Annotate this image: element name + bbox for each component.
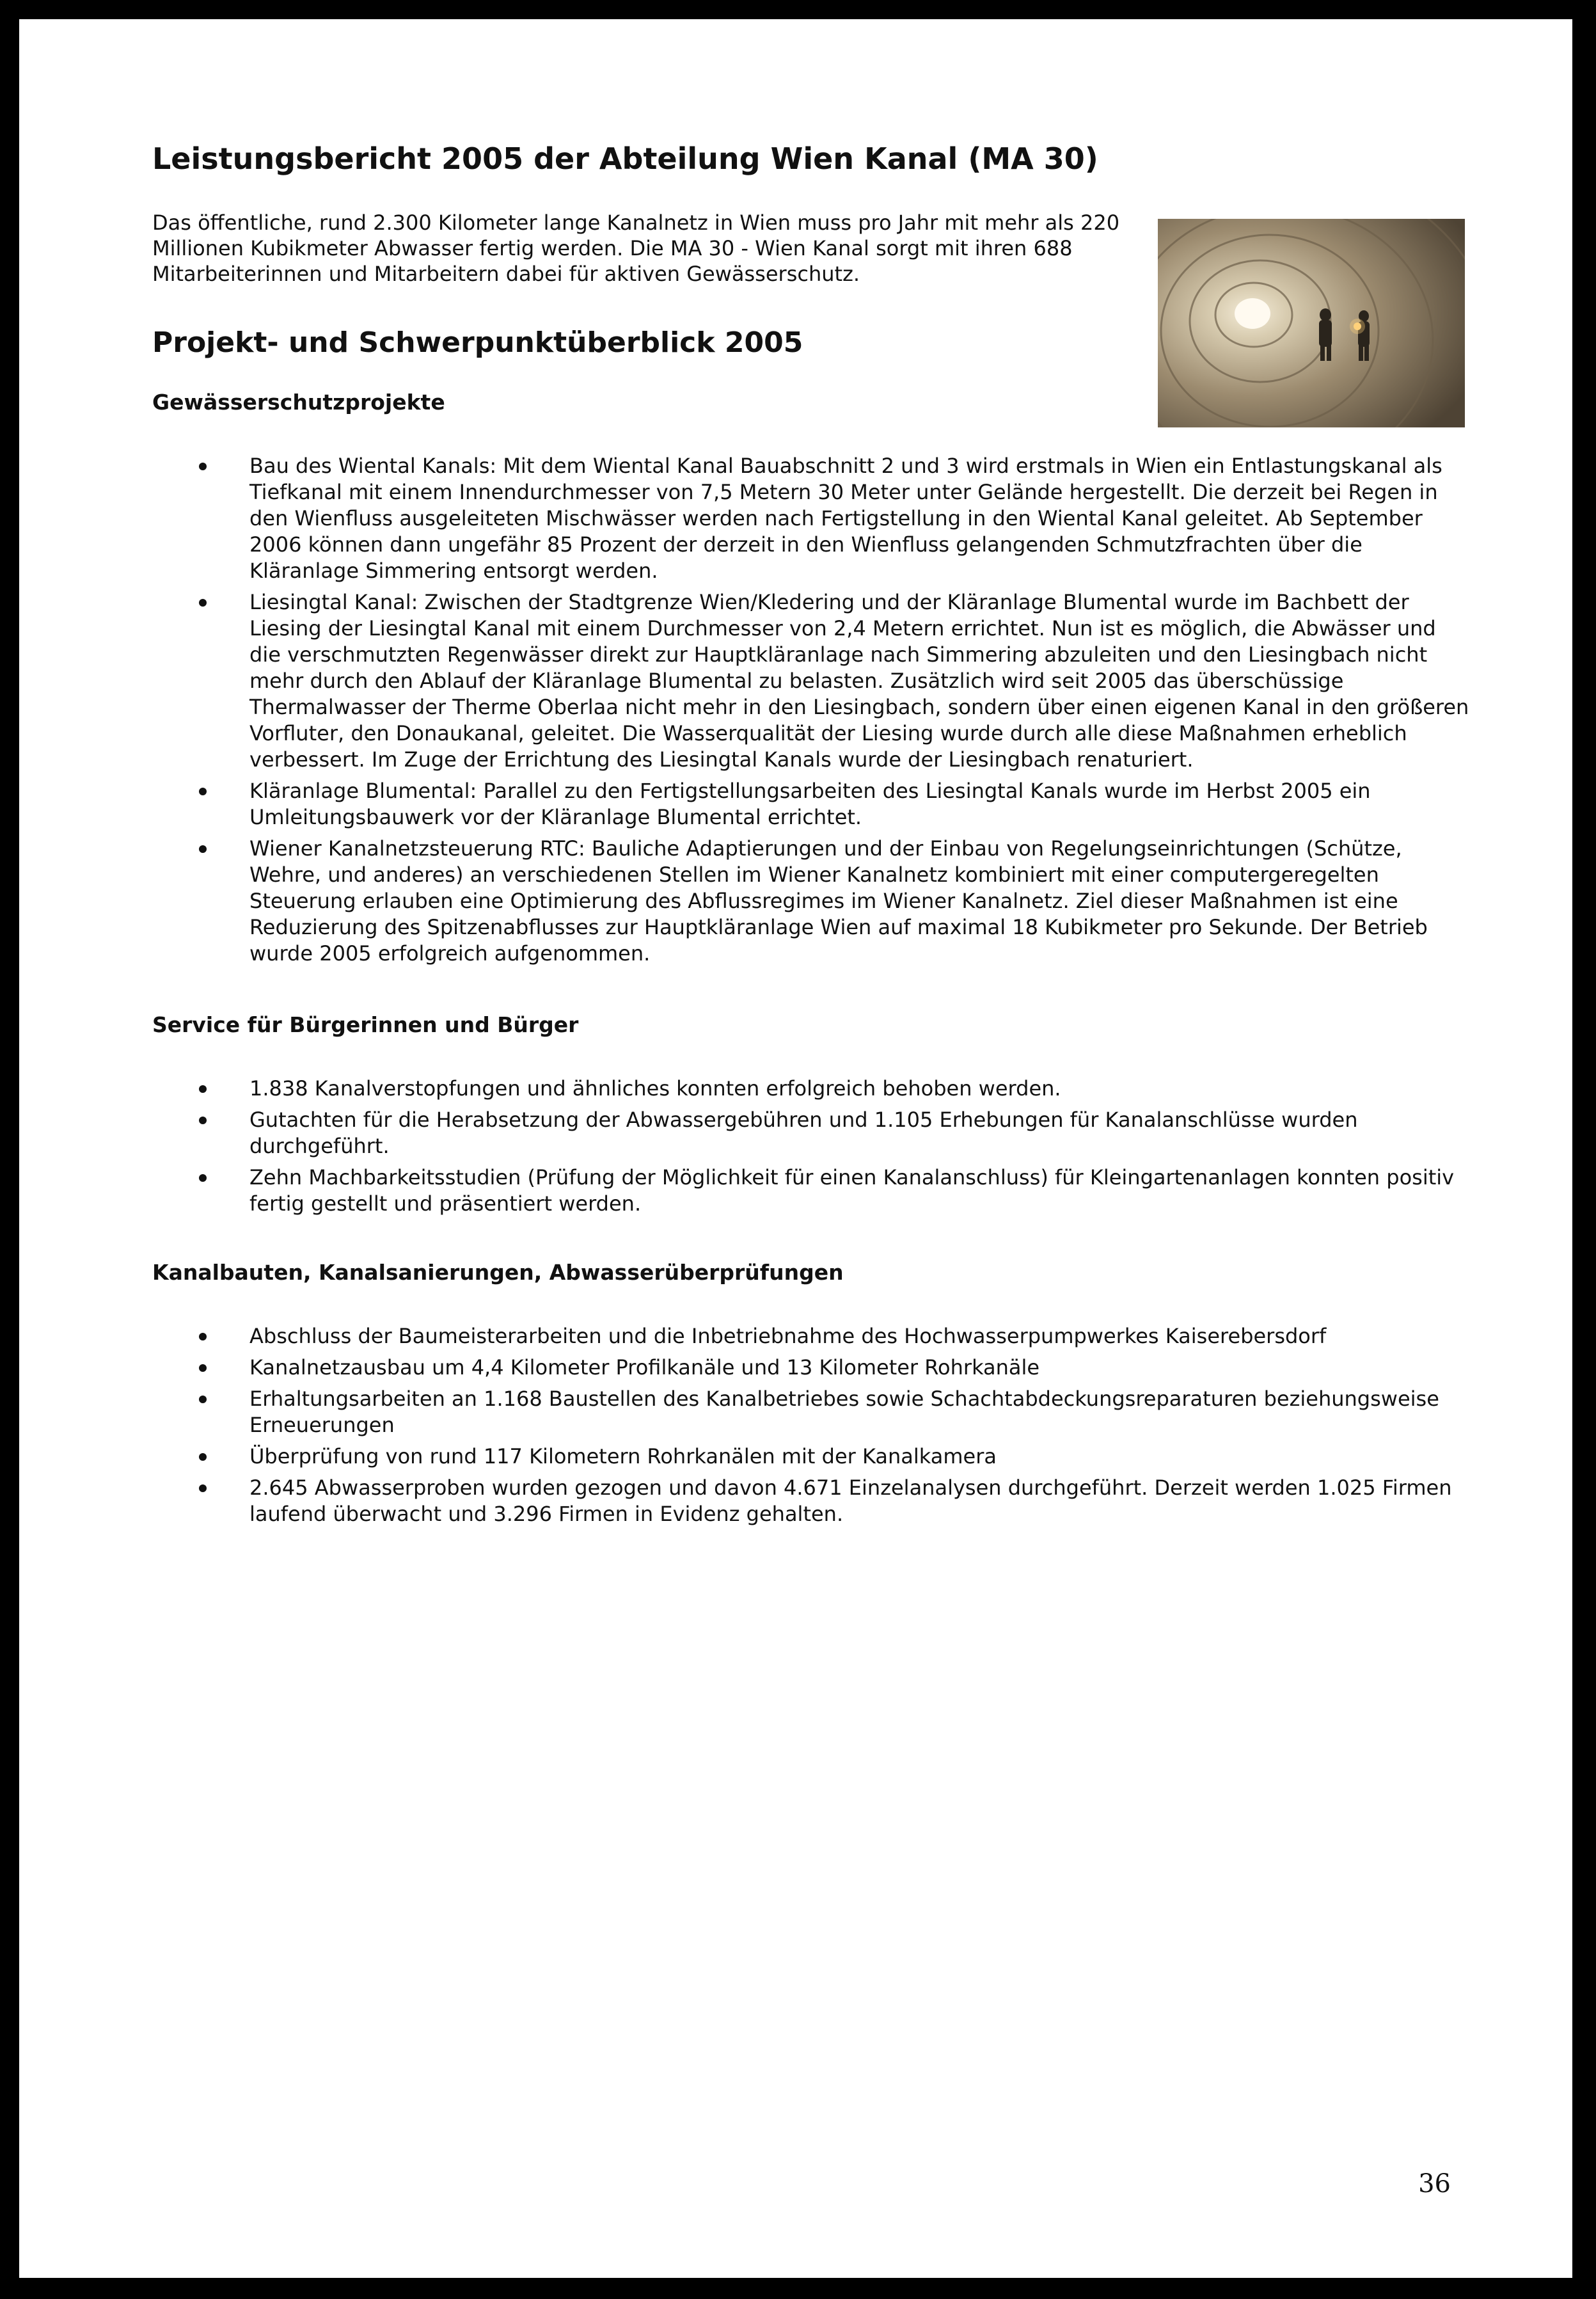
list-item: 2.645 Abwasserproben wurden gezogen und davon 4.671 Einzelanalysen durchgeführt. Derzeit werden 1.025 Firmen laufend überwacht und 3.296 Firmen in Evidenz gehalten.	[152, 1475, 1470, 1527]
list-item: Kläranlage Blumental: Parallel zu den Fertigstellungsarbeiten des Liesingtal Kanals wurde im Herbst 2005 ein Umleitungsbauwerk vor der Kläranlage Blumental errichtet.	[152, 778, 1470, 831]
list-kanalbauten	[152, 1323, 1470, 1527]
list-item: Kanalnetzausbau um 4,4 Kilometer Profilkanäle und 13 Kilometer Rohrkanäle	[152, 1355, 1470, 1381]
intro-paragraph: Das öffentliche, rund 2.300 Kilometer lange Kanalnetz in Wien muss pro Jahr mit mehr als 220 Millionen Kubikmeter Abwasser fertig werden. Die MA 30 - Wien Kanal sorgt mit ihren 688 Mitarbeiterinnen und Mitarbeitern dabei für aktiven Gewässerschutz.	[152, 211, 1120, 286]
bullet-icon	[199, 599, 207, 607]
bullet-icon	[199, 1396, 207, 1403]
section-heading-kanalbauten: Kanalbauten, Kanalsanierungen, Abwasserüberprüfungen	[152, 1260, 844, 1285]
document-page	[19, 19, 1572, 2278]
bullet-icon	[199, 463, 207, 470]
list-item: Gutachten für die Herabsetzung der Abwassergebühren und 1.105 Erhebungen für Kanalanschlüsse wurden durchgeführt.	[152, 1107, 1470, 1159]
list-gewaesserschutz	[152, 453, 1470, 967]
bullet-icon	[199, 845, 207, 853]
bullet-icon	[199, 1085, 207, 1093]
report-title: Leistungsbericht 2005 der Abteilung Wien Kanal (MA 30)	[152, 141, 1098, 176]
page-number: 36	[1418, 2169, 1451, 2199]
list-item: Liesingtal Kanal: Zwischen der Stadtgrenze Wien/Kledering und der Kläranlage Blumental wurde im Bachbett der Liesing der Liesingtal Kanal mit einem Durchmesser von 2,4 Metern errichtet. Nun ist es möglich, die Abwässer und die verschmutzten Regenwässer direkt zur Hauptkläranlage nach Simmering abzuleiten und den Liesingbach nicht mehr durch den Ablauf der Kläranlage Blumental zu belasten. Zusätzlich wird seit 2005 das überschüssige Thermalwasser der Therme Oberlaa nicht mehr in den Liesingbach, sondern über einen eigenen Kanal in den größeren Vorfluter, den Donaukanal, geleitet. Die Wasserqualität der Liesing wurde durch alle diese Maßnahmen erheblich verbessert. Im Zuge der Errichtung des Liesingtal Kanals wurde der Liesingbach renaturiert.	[152, 589, 1470, 773]
list-item: Wiener Kanalnetzsteuerung RTC: Bauliche Adaptierungen und der Einbau von Regelungseinrichtungen (Schütze, Wehre, und anderes) an verschiedenen Stellen im Wiener Kanalnetz kombiniert mit einer computergeregelten Steuerung erlauben eine Optimierung des Abflussregimes im Wiener Kanalnetz. Ziel dieser Maßnahmen ist eine Reduzierung des Spitzenabflusses zur Hauptkläranlage Wien auf maximal 18 Kubikmeter pro Sekunde. Der Betrieb wurde 2005 erfolgreich aufgenommen.	[152, 836, 1470, 967]
bullet-icon	[199, 1364, 207, 1372]
list-item: 1.838 Kanalverstopfungen und ähnliches konnten erfolgreich behoben werden.	[152, 1076, 1470, 1102]
bullet-icon	[199, 1117, 207, 1124]
bullet-icon	[199, 1484, 207, 1492]
list-item: Abschluss der Baumeisterarbeiten und die Inbetriebnahme des Hochwasserpumpwerkes Kaiserebersdorf	[152, 1323, 1470, 1349]
list-item: Zehn Machbarkeitsstudien (Prüfung der Möglichkeit für einen Kanalanschluss) für Kleingartenanlagen konnten positiv fertig gestellt und präsentiert werden.	[152, 1165, 1470, 1217]
list-item: Überprüfung von rund 117 Kilometern Rohrkanälen mit der Kanalkamera	[152, 1444, 1470, 1470]
section-heading-gewaesserschutz: Gewässerschutzprojekte	[152, 390, 445, 415]
bullet-icon	[199, 1174, 207, 1182]
section-heading-service: Service für Bürgerinnen und Bürger	[152, 1012, 579, 1037]
bullet-icon	[199, 1453, 207, 1461]
list-item: Bau des Wiental Kanals: Mit dem Wiental Kanal Bauabschnitt 2 und 3 wird erstmals in Wien ein Entlastungskanal als Tiefkanal mit einem Innendurchmesser von 7,5 Metern 30 Meter unter Gelände hergestellt. Die derzeit bei Regen in den Wienfluss ausgeleiteten Mischwässer werden nach Fertigstellung in den Wiental Kanal geleitet. Ab September 2006 können dann ungefähr 85 Prozent der derzeit in den Wienfluss gelangenden Schmutzfrachten über die Kläranlage Simmering entsorgt werden.	[152, 453, 1470, 584]
bullet-icon	[199, 788, 207, 795]
list-service	[152, 1076, 1470, 1217]
sewer-tunnel-photo	[1158, 219, 1465, 427]
list-item: Erhaltungsarbeiten an 1.168 Baustellen des Kanalbetriebes sowie Schachtabdeckungsreparaturen beziehungsweise Erneuerungen	[152, 1386, 1470, 1438]
bullet-icon	[199, 1333, 207, 1340]
tunnel-illustration	[1158, 219, 1465, 427]
overview-heading: Projekt- und Schwerpunktüberblick 2005	[152, 326, 803, 359]
